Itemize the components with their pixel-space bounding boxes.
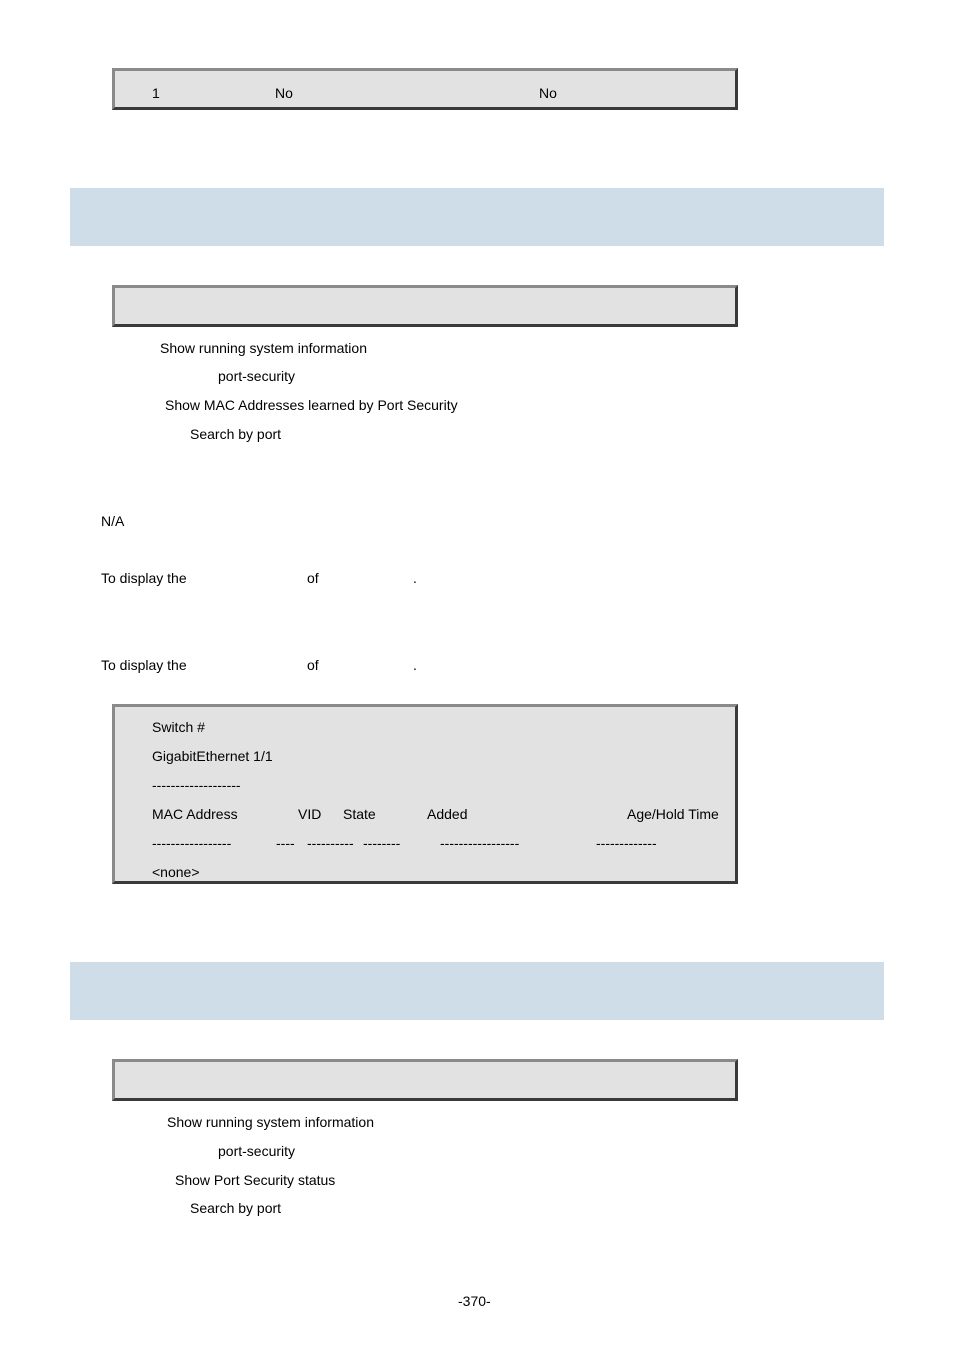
usage2-text-a: To display the: [101, 657, 187, 673]
section2-desc-line1: Show running system information: [167, 1114, 374, 1130]
section2-desc-line3: Show Port Security status: [175, 1172, 336, 1188]
dash-added-a: --------: [363, 835, 401, 851]
dash-added-b: -----------------: [440, 835, 520, 851]
section1-command-box: [112, 285, 738, 327]
header-mac-address: MAC Address: [152, 806, 238, 822]
dash-age-hold-time: -------------: [596, 835, 657, 851]
example-line2: GigabitEthernet 1/1: [152, 748, 273, 764]
usage1-text-a: To display the: [101, 570, 187, 586]
example-output-box: [112, 704, 738, 884]
section1-default-value: N/A: [101, 513, 125, 529]
section1-desc-line3: Show MAC Addresses learned by Port Security: [165, 397, 458, 413]
header-added: Added: [427, 806, 468, 822]
header-age-hold-time: Age/Hold Time: [627, 806, 719, 822]
dash-vid: ----: [276, 835, 295, 851]
top-output-box: [112, 68, 738, 110]
section1-desc-line2: port-security: [218, 368, 296, 384]
dash-state: ----------: [307, 835, 354, 851]
section1-heading-band: [70, 188, 884, 246]
usage2-text-c: .: [413, 657, 417, 673]
section2-heading-band: [70, 962, 884, 1020]
usage1-text-b: of: [307, 570, 319, 586]
example-line3: -------------------: [152, 777, 241, 793]
top-col2: No: [275, 85, 293, 101]
dash-mac-address: -----------------: [152, 835, 232, 851]
section2-desc-line2: port-security: [218, 1143, 296, 1159]
section1-desc-line4: Search by port: [190, 426, 282, 442]
usage2-text-b: of: [307, 657, 319, 673]
section2-desc-line4: Search by port: [190, 1200, 282, 1216]
example-line1: Switch #: [152, 719, 205, 735]
top-col3: No: [539, 85, 557, 101]
header-state: State: [343, 806, 376, 822]
section1-desc-line1: Show running system information: [160, 340, 367, 356]
usage1-text-c: .: [413, 570, 417, 586]
header-vid: VID: [298, 806, 322, 822]
top-col1: 1: [152, 85, 160, 101]
section2-command-box: [112, 1059, 738, 1101]
page-number: -370-: [458, 1293, 491, 1309]
example-row-none: <none>: [152, 864, 200, 880]
